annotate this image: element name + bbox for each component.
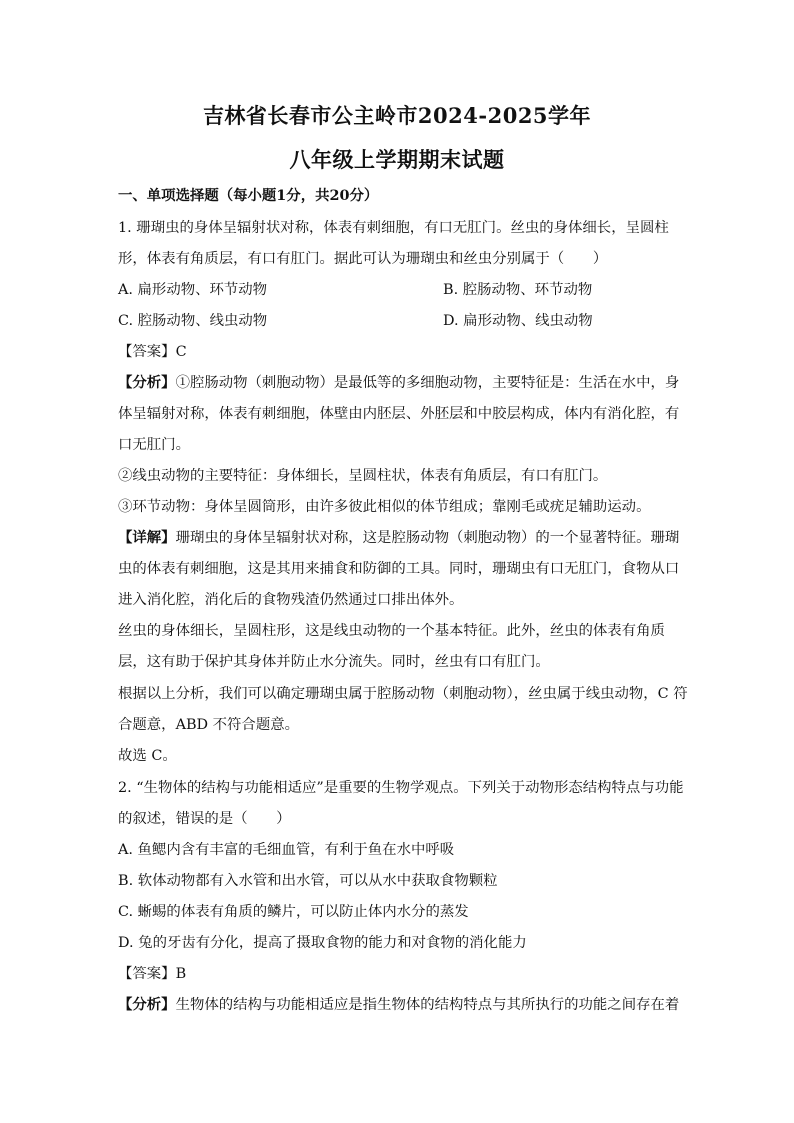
q1-option-c: C. 腔肠动物、线虫动物 (118, 313, 268, 329)
q1-detail-line2: 虫的体表有刺细胞，这是其用来捕食和防御的工具。同时，珊瑚虫有口无肛门，食物从口 (118, 561, 680, 577)
q2-stem-line2: 的叙述，错误的是（ ） (118, 811, 291, 827)
detail-tag: 【详解】 (118, 529, 176, 546)
q2-option-a: A. 鱼鳃内含有丰富的毛细血管，有利于鱼在水中呼吸 (118, 842, 455, 858)
q1-analysis-line1 (118, 373, 678, 393)
q1-stem-line2: 形，体表有角质层，有口有肛门。据此可认为珊瑚虫和丝虫分别属于（ ） (118, 251, 608, 267)
q2-stem-line1: 2. “生物体的结构与功能相适应”是重要的生物学观点。下列关于动物形态结构特点与功能 (118, 780, 684, 796)
q1-answer: 【答案】C (118, 344, 187, 360)
q1-stem-line1: 1. 珊瑚虫的身体呈辐射状对称，体表有刺细胞，有口无肛门。丝虫的身体细长，呈圆柱 (118, 220, 669, 236)
q1-option-a: A. 扁形动物、环节动物 (118, 282, 268, 298)
q1-detail-line1 (118, 528, 678, 548)
q1-analysis-line5: ③环节动物：身体呈圆筒形，由许多彼此相似的体节组成；靠刚毛或疣足辅助运动。 (118, 499, 651, 515)
q1-analysis-line3: 口无肛门。 (118, 437, 190, 453)
q2-option-b: B. 软体动物都有入水管和出水管，可以从水中获取食物颗粒 (118, 873, 498, 889)
q2-option-c: C. 蜥蜴的体表有角质的鳞片，可以防止体内水分的蒸发 (118, 904, 469, 920)
q2-analysis-line1 (118, 995, 678, 1015)
section-heading: 一、单项选择题（每小题1分，共20分） (118, 187, 379, 204)
analysis-text: ①腔肠动物（刺胞动物）是最低等的多细胞动物，主要特征是：生活在水中，身 (175, 375, 680, 391)
q1-option-d: D. 扁形动物、线虫动物 (443, 313, 593, 329)
analysis-text: 生物体的结构与功能相适应是指生物体的结构特点与其所执行的功能之间存在着 (175, 997, 680, 1013)
q1-detail-line7: 合题意，ABD 不符合题意。 (118, 717, 299, 733)
document-title-line1: 吉林省长春市公主岭市2024-2025学年 (202, 103, 592, 128)
q1-conclusion: 故选 C。 (118, 748, 177, 764)
q1-detail-line4: 丝虫的身体细长，呈圆柱形，这是线虫动物的一个基本特征。此外，丝虫的体表有角质 (118, 623, 665, 639)
q1-analysis-line2: 体呈辐射对称，体表有刺细胞，体壁由内胚层、外胚层和中胶层构成，体内有消化腔，有 (118, 406, 680, 422)
q1-option-b: B. 腔肠动物、环节动物 (443, 282, 593, 298)
q1-detail-line3: 进入消化腔，消化后的食物残渣仍然通过口排出体外。 (118, 592, 464, 608)
analysis-tag: 【分析】 (118, 374, 176, 391)
analysis-tag: 【分析】 (118, 996, 176, 1013)
q1-analysis-line4: ②线虫动物的主要特征：身体细长，呈圆柱状，体表有角质层，有口有肛门。 (118, 468, 608, 484)
q1-detail-line5: 层，这有助于保护其身体并防止水分流失。同时，丝虫有口有肛门。 (118, 654, 550, 670)
document-title-line2: 八年级上学期期末试题 (289, 147, 505, 172)
detail-text: 珊瑚虫的身体呈辐射状对称，这是腔肠动物（刺胞动物）的一个显著特征。珊瑚 (175, 530, 680, 546)
q2-answer: 【答案】B (118, 966, 187, 982)
q2-option-d: D. 兔的牙齿有分化，提高了摄取食物的能力和对食物的消化能力 (118, 935, 527, 951)
q1-detail-line6: 根据以上分析，我们可以确定珊瑚虫属于腔肠动物（刺胞动物），丝虫属于线虫动物，C 符 (118, 686, 688, 702)
